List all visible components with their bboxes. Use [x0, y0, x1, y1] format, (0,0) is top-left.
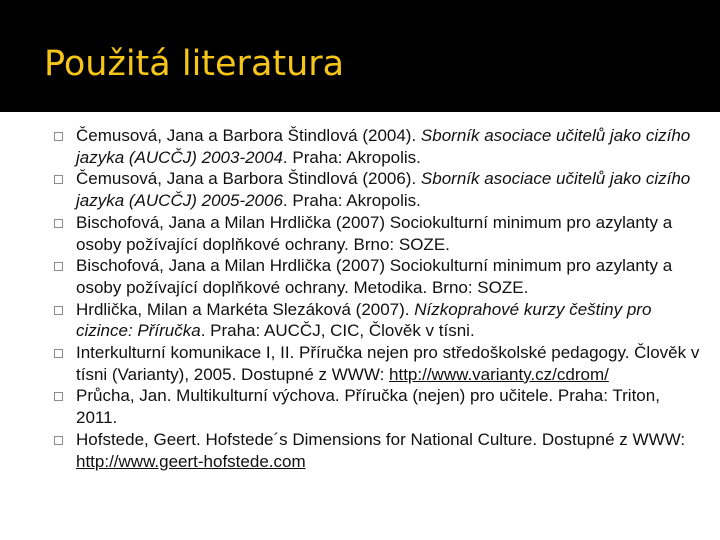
bullet-square-icon [54, 219, 63, 228]
bullet-square-icon [54, 306, 63, 315]
reference-text: Hrdlička, Milan a Markéta Slezáková (2007). [76, 299, 415, 319]
reference-title: Sborník asociace učitelů jako cizího jazyka (AUCČJ) 2005-2006 [76, 169, 691, 211]
reference-item [54, 168, 704, 211]
reference-text: Čemusová, Jana a Barbora Štindlová (2006). [76, 169, 421, 189]
bullet-square-icon [54, 175, 63, 184]
reference-item [54, 299, 704, 342]
reference-text: Průcha, Jan. Multikulturní výchova. Příručka (nejen) pro učitele. Praha: Triton, 2011. [76, 386, 660, 428]
reference-item [54, 429, 704, 472]
reference-title: Sborník asociace učitelů jako cizího jazyka (AUCČJ) 2003-2004 [76, 126, 691, 167]
reference-publisher: . Praha: Akropolis. [282, 191, 421, 211]
title-bar [0, 0, 720, 112]
reference-item [54, 385, 704, 428]
slide-title: Použitá literatura [44, 44, 345, 84]
bullet-square-icon [54, 132, 63, 141]
reference-publisher: . Praha: Akropolis. [282, 147, 421, 167]
reference-item [54, 342, 704, 385]
reference-text: Hofstede, Geert. Hofstede´s Dimensions for National Culture. Dostupné z WWW: [76, 429, 686, 449]
reference-text: Bischofová, Jana a Milan Hrdlička (2007) Sociokulturní minimum pro azylanty a osoby požívající doplňkové ochrany. Metodika. Brno: SOZE. [76, 256, 673, 297]
bullet-square-icon [54, 349, 63, 358]
reference-item [54, 255, 704, 298]
reference-item [54, 125, 704, 168]
reference-link-hofstede[interactable]: http://www.geert-hofstede.com [76, 451, 306, 471]
bullet-square-icon [54, 436, 63, 445]
bullet-square-icon [54, 262, 63, 271]
reference-list [54, 125, 704, 472]
reference-text: Čemusová, Jana a Barbora Štindlová (2004). [76, 126, 421, 145]
reference-item [54, 212, 704, 255]
reference-text: Interkulturní komunikace I, II. Příručka nejen pro středoškolské pedagogy. Člověk v tísni (Varianty), 2005. Dostupné z WWW: [76, 343, 700, 384]
reference-text: Bischofová, Jana a Milan Hrdlička (2007) Sociokulturní minimum pro azylanty a osoby požívající doplňkové ochrany. Brno: SOZE. [76, 212, 673, 254]
bullet-square-icon [54, 392, 63, 401]
reference-link-varianty[interactable]: http://www.varianty.cz/cdrom/ [389, 364, 609, 384]
reference-title: Nízkoprahové kurzy češtiny pro cizince: Příručka [76, 299, 652, 341]
reference-publisher: . Praha: AUCČJ, CIC, Člověk v tísni. [200, 321, 475, 341]
